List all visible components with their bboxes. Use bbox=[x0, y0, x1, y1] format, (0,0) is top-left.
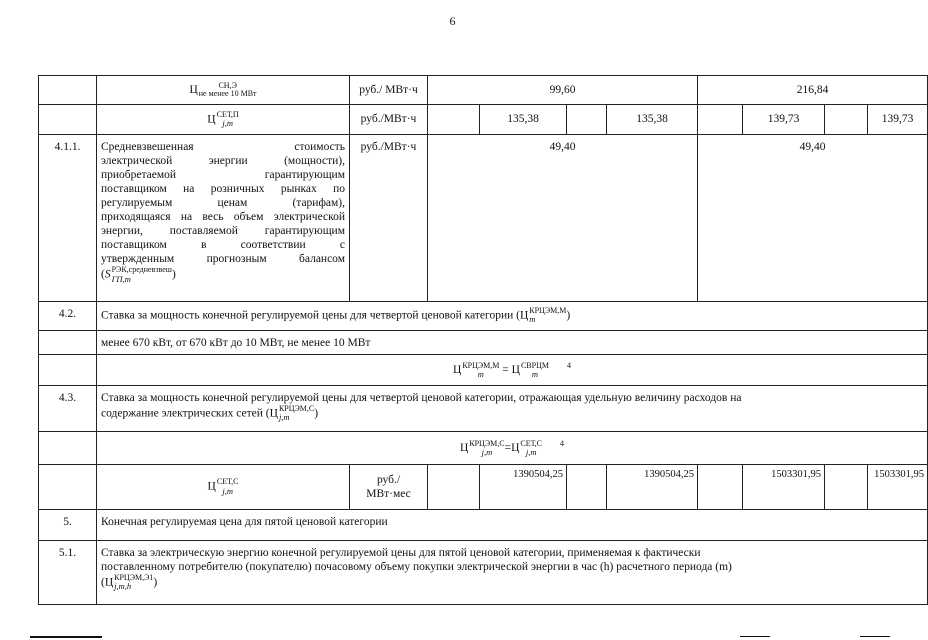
table-row bbox=[39, 105, 928, 135]
value-cell: 216,84 bbox=[698, 76, 928, 105]
symbol-superscript: СЕТ,П bbox=[216, 109, 239, 119]
symbol-subscript: j,m,h bbox=[114, 581, 132, 592]
symbol-superscript: СЕТ,С bbox=[216, 477, 239, 487]
table-row bbox=[39, 432, 928, 465]
description-cell bbox=[97, 135, 350, 302]
table-row bbox=[39, 465, 928, 510]
table-row bbox=[39, 331, 928, 355]
formula-equals: = bbox=[502, 363, 509, 376]
description-line: Средневзвешенная стоимость bbox=[101, 141, 345, 153]
page-number: 6 bbox=[449, 14, 456, 28]
table-row bbox=[39, 510, 928, 541]
formula-rhs-superscript: СЕТ,С bbox=[520, 438, 543, 448]
table-row bbox=[39, 135, 928, 302]
row-number: 4.2. bbox=[39, 302, 97, 331]
scan-edge-line bbox=[30, 636, 102, 638]
scan-edge-line bbox=[740, 636, 770, 637]
symbol-cell bbox=[97, 105, 350, 135]
formula-rhs-subscript: j,m bbox=[525, 447, 537, 458]
section-title-line: поставленному потребителю (покупателю) почасовому объему покупки электрической энергии в час (h) расчетного периода (m) bbox=[101, 561, 732, 574]
tariff-table bbox=[38, 75, 928, 605]
symbol-base: Ц bbox=[189, 83, 198, 96]
empty-cell bbox=[567, 465, 607, 510]
footnote-marker: 4 bbox=[566, 360, 571, 370]
row-number-cell bbox=[39, 331, 97, 355]
value-cell: 99,60 bbox=[428, 76, 698, 105]
description-line: приобретаемой гарантирующим bbox=[101, 169, 345, 182]
formula-lhs-superscript: КРЦЭМ,М bbox=[462, 360, 500, 370]
empty-cell bbox=[698, 105, 743, 135]
table-row bbox=[39, 541, 928, 605]
symbol-subscript: j,m bbox=[222, 485, 233, 496]
symbol-base: Ц bbox=[207, 113, 216, 126]
empty-cell bbox=[428, 105, 480, 135]
value-cell: 1503301,95 bbox=[743, 465, 825, 510]
section-title bbox=[97, 386, 928, 432]
formula-cell bbox=[97, 355, 928, 386]
value-cell: 135,38 bbox=[607, 105, 698, 135]
description-line: утвержденным прогнозным балансом bbox=[101, 253, 345, 266]
formula-lhs-base: Ц bbox=[453, 363, 462, 376]
value-cell: 49,40 bbox=[428, 135, 698, 302]
formula-lhs-subscript: m bbox=[477, 369, 484, 380]
section-title-text: Ставка за мощность конечной регулируемой цены для четвертой ценовой категории (Ц bbox=[101, 309, 529, 322]
row-number: 4.3. bbox=[39, 386, 97, 432]
row-number-cell bbox=[39, 105, 97, 135]
description-line: поставщиком на розничных рынках по bbox=[101, 183, 345, 196]
row-number: 4.1.1. bbox=[39, 135, 97, 302]
description-line: приходящаяся на весь объем электрической bbox=[101, 211, 345, 224]
section-title bbox=[97, 541, 928, 605]
section-title-line: (Ц КРЦЭМ,Э1 j,m,h ) bbox=[101, 573, 158, 592]
section-title: Ставка за мощность конечной регулируемой цены для четвертой ценовой категории (Ц КРЦЭМ,М m ) bbox=[97, 302, 928, 331]
section-subtitle: менее 670 кВт, от 670 кВт до 10 МВт, не менее 10 МВт bbox=[97, 331, 928, 355]
unit-cell: руб./МВт·ч bbox=[350, 135, 428, 302]
row-number: 5. bbox=[39, 510, 97, 541]
formula-lhs-base: Ц bbox=[459, 441, 469, 454]
unit-cell bbox=[350, 465, 428, 510]
section-title-line: Ставка за электрическую энергию конечной регулируемой цены для пятой ценовой категории, применяемая к фактически bbox=[101, 547, 701, 559]
row-number-cell bbox=[39, 355, 97, 386]
value-cell: 1503301,95 bbox=[868, 465, 928, 510]
formula-rhs-subscript: m bbox=[531, 369, 539, 380]
symbol-superscript: СН,Э bbox=[218, 80, 237, 90]
value-cell: 139,73 bbox=[743, 105, 825, 135]
symbol-cell bbox=[97, 76, 350, 105]
table-row bbox=[39, 76, 928, 105]
symbol-superscript: РЭК,средневзвеш bbox=[111, 265, 172, 275]
description-line: энергии, поставляемой гарантирующим bbox=[101, 225, 345, 238]
formula-lhs-superscript: КРЦЭМ,С bbox=[469, 438, 505, 448]
row-number-cell bbox=[39, 432, 97, 465]
value-cell: 1390504,25 bbox=[480, 465, 567, 510]
value-cell: 49,40 bbox=[698, 135, 928, 302]
formula-cell bbox=[97, 432, 928, 465]
row-number: 5.1. bbox=[39, 541, 97, 605]
symbol-subscript: m bbox=[529, 314, 536, 325]
description-line: электрической энергии (мощности), bbox=[101, 155, 345, 168]
formula-lhs-subscript: j,m bbox=[481, 447, 493, 458]
empty-cell bbox=[428, 465, 480, 510]
row-number-cell bbox=[39, 465, 97, 510]
value-cell: 1390504,25 bbox=[607, 465, 698, 510]
unit-line: руб./ bbox=[376, 473, 401, 486]
empty-cell bbox=[698, 465, 743, 510]
symbol-superscript: КРЦЭМ,М bbox=[529, 306, 567, 315]
empty-cell bbox=[825, 465, 868, 510]
section-title-line: содержание электрических сетей (Ц КРЦЭМ,С j,m ) bbox=[101, 404, 319, 423]
formula-rhs-base: Ц bbox=[511, 441, 520, 454]
unit-cell: руб./ МВт·ч bbox=[350, 76, 428, 105]
description-line: регулируемым ценам (тарифам), bbox=[101, 197, 345, 210]
symbol-subscript: j,m bbox=[278, 412, 290, 423]
row-number-cell bbox=[39, 76, 97, 105]
symbol-subscript: ГП,m bbox=[111, 273, 131, 284]
unit-line: МВт·мес bbox=[366, 488, 411, 500]
symbol-superscript: КРЦЭМ,Э1 bbox=[114, 573, 154, 583]
empty-cell bbox=[567, 105, 607, 135]
scan-edge-line bbox=[860, 636, 890, 637]
symbol-base: Ц bbox=[207, 480, 216, 493]
symbol-superscript: КРЦЭМ,С bbox=[278, 404, 315, 414]
section-title: Конечная регулируемая цена для пятой ценовой категории bbox=[97, 510, 928, 541]
value-cell: 139,73 bbox=[868, 105, 928, 135]
symbol-cell bbox=[97, 465, 350, 510]
footnote-marker: 4 bbox=[560, 438, 565, 448]
symbol-subscript: j,m bbox=[222, 118, 233, 129]
description-symbol: (S РЭК,средневзвеш ГП,m ) bbox=[101, 265, 176, 284]
empty-cell bbox=[825, 105, 868, 135]
table-row bbox=[39, 355, 928, 386]
description-line: поставщиком в соответствии с bbox=[101, 239, 345, 252]
unit-cell: руб./МВт·ч bbox=[350, 105, 428, 135]
table-row bbox=[39, 302, 928, 331]
table-row bbox=[39, 386, 928, 432]
value-cell: 135,38 bbox=[480, 105, 567, 135]
formula-equals: = bbox=[504, 441, 512, 454]
formula-rhs-superscript: СВРЦМ bbox=[520, 360, 549, 370]
section-title-line: Ставка за мощность конечной регулируемой цены для четвертой ценовой категории, отражающая удельную величину расходов на bbox=[101, 392, 742, 404]
formula-rhs-base: Ц bbox=[511, 363, 520, 376]
symbol-subscript: не менее 10 МВт bbox=[198, 89, 257, 98]
